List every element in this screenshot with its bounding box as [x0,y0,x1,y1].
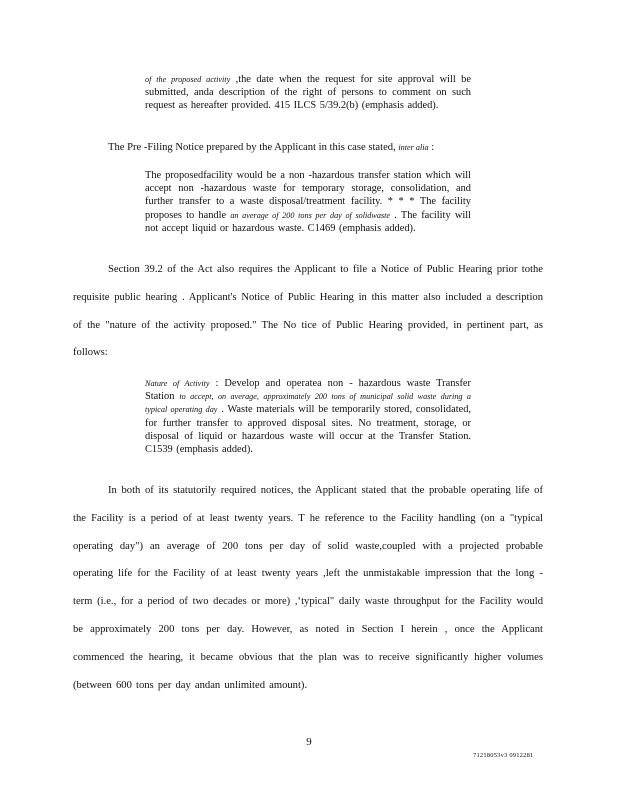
italic-phrase: of the proposed activity [145,75,231,84]
italic-phrase: inter alia [398,143,429,152]
paragraph-text: The Pre -Filing Notice prepared by the Applicant in this case stated, [108,142,396,153]
italic-phrase: to accept, on average, approximately 200 tons of municipal solid waste during a typical operating day [145,392,471,415]
document-id: 71218053v3 0912281 [473,752,534,759]
quote-text: . The facility will not accept liquid or hazardous waste. C1469 (emphasis added). [145,209,471,234]
paragraph-section-39-2: Section 39.2 of the Act also requires the Applicant to file a Notice of Public Hearing prior tothe requisite public hearing . Applicant's Notice of Public Hearing in this matter also included a description of the "nature of the activity proposed." The No tice of Public Hearing provided, in pertinent part, as follows: [73,264,543,359]
paragraph-prefiling-notice [108,141,434,155]
paragraph-statutory-notices: In both of its statutorily required notices, the Applicant stated that the probable operating life of the Facility is a period of at least twenty years. T he reference to the Facility handling (on a "typical operating day") an average of 200 tons per day of solid waste,coupled with a projected probable operating life for the Facility of at least twenty years ,left the unmistakable impression that the long -term (i.e., for a period of two decades or more) ,‘typical" daily waste throughput for the Facility would be approximately 200 tons per day. However, as noted in Section I herein , once the Applicant commenced the hearing, it became obvious that the plan was to receive significantly higher volumes (between 600 tons per day andan unlimited amount). [73,485,543,691]
quote-text: : Develop and operatea non - hazardous waste Transfer Station [145,378,471,403]
quote-text: ,the date when the request for site approval will be submitted, anda description of the right of persons to comment on such request as hereafter provided. 415 ILCS 5/39.2(b) (emphasis added). [145,74,471,112]
block-quote-hearing-notice [145,377,471,456]
italic-phrase: an average of 200 tons per day of solidwaste [230,210,391,220]
punctuation: : [428,142,435,153]
italic-phrase: Nature of Activity [145,379,210,388]
quote-text: The proposedfacility would be a non -hazardous transfer station which will accept non -hazardous waste for temporary storage, consolidation, and further transfer to a waste disposal/treatment facility. * * * The facility proposes to handle [145,170,471,221]
page-number: 9 [306,736,312,748]
block-quote-prefiling [145,169,471,235]
quote-text: . Waste materials will be temporarily stored, consolidated, for further transfer to approved disposal sites. No treatment, storage, or disposal of liquid or hazardous waste will occur at the Transfer Station. C1539 (emphasis added). [145,404,471,456]
block-quote-statute [145,73,471,113]
